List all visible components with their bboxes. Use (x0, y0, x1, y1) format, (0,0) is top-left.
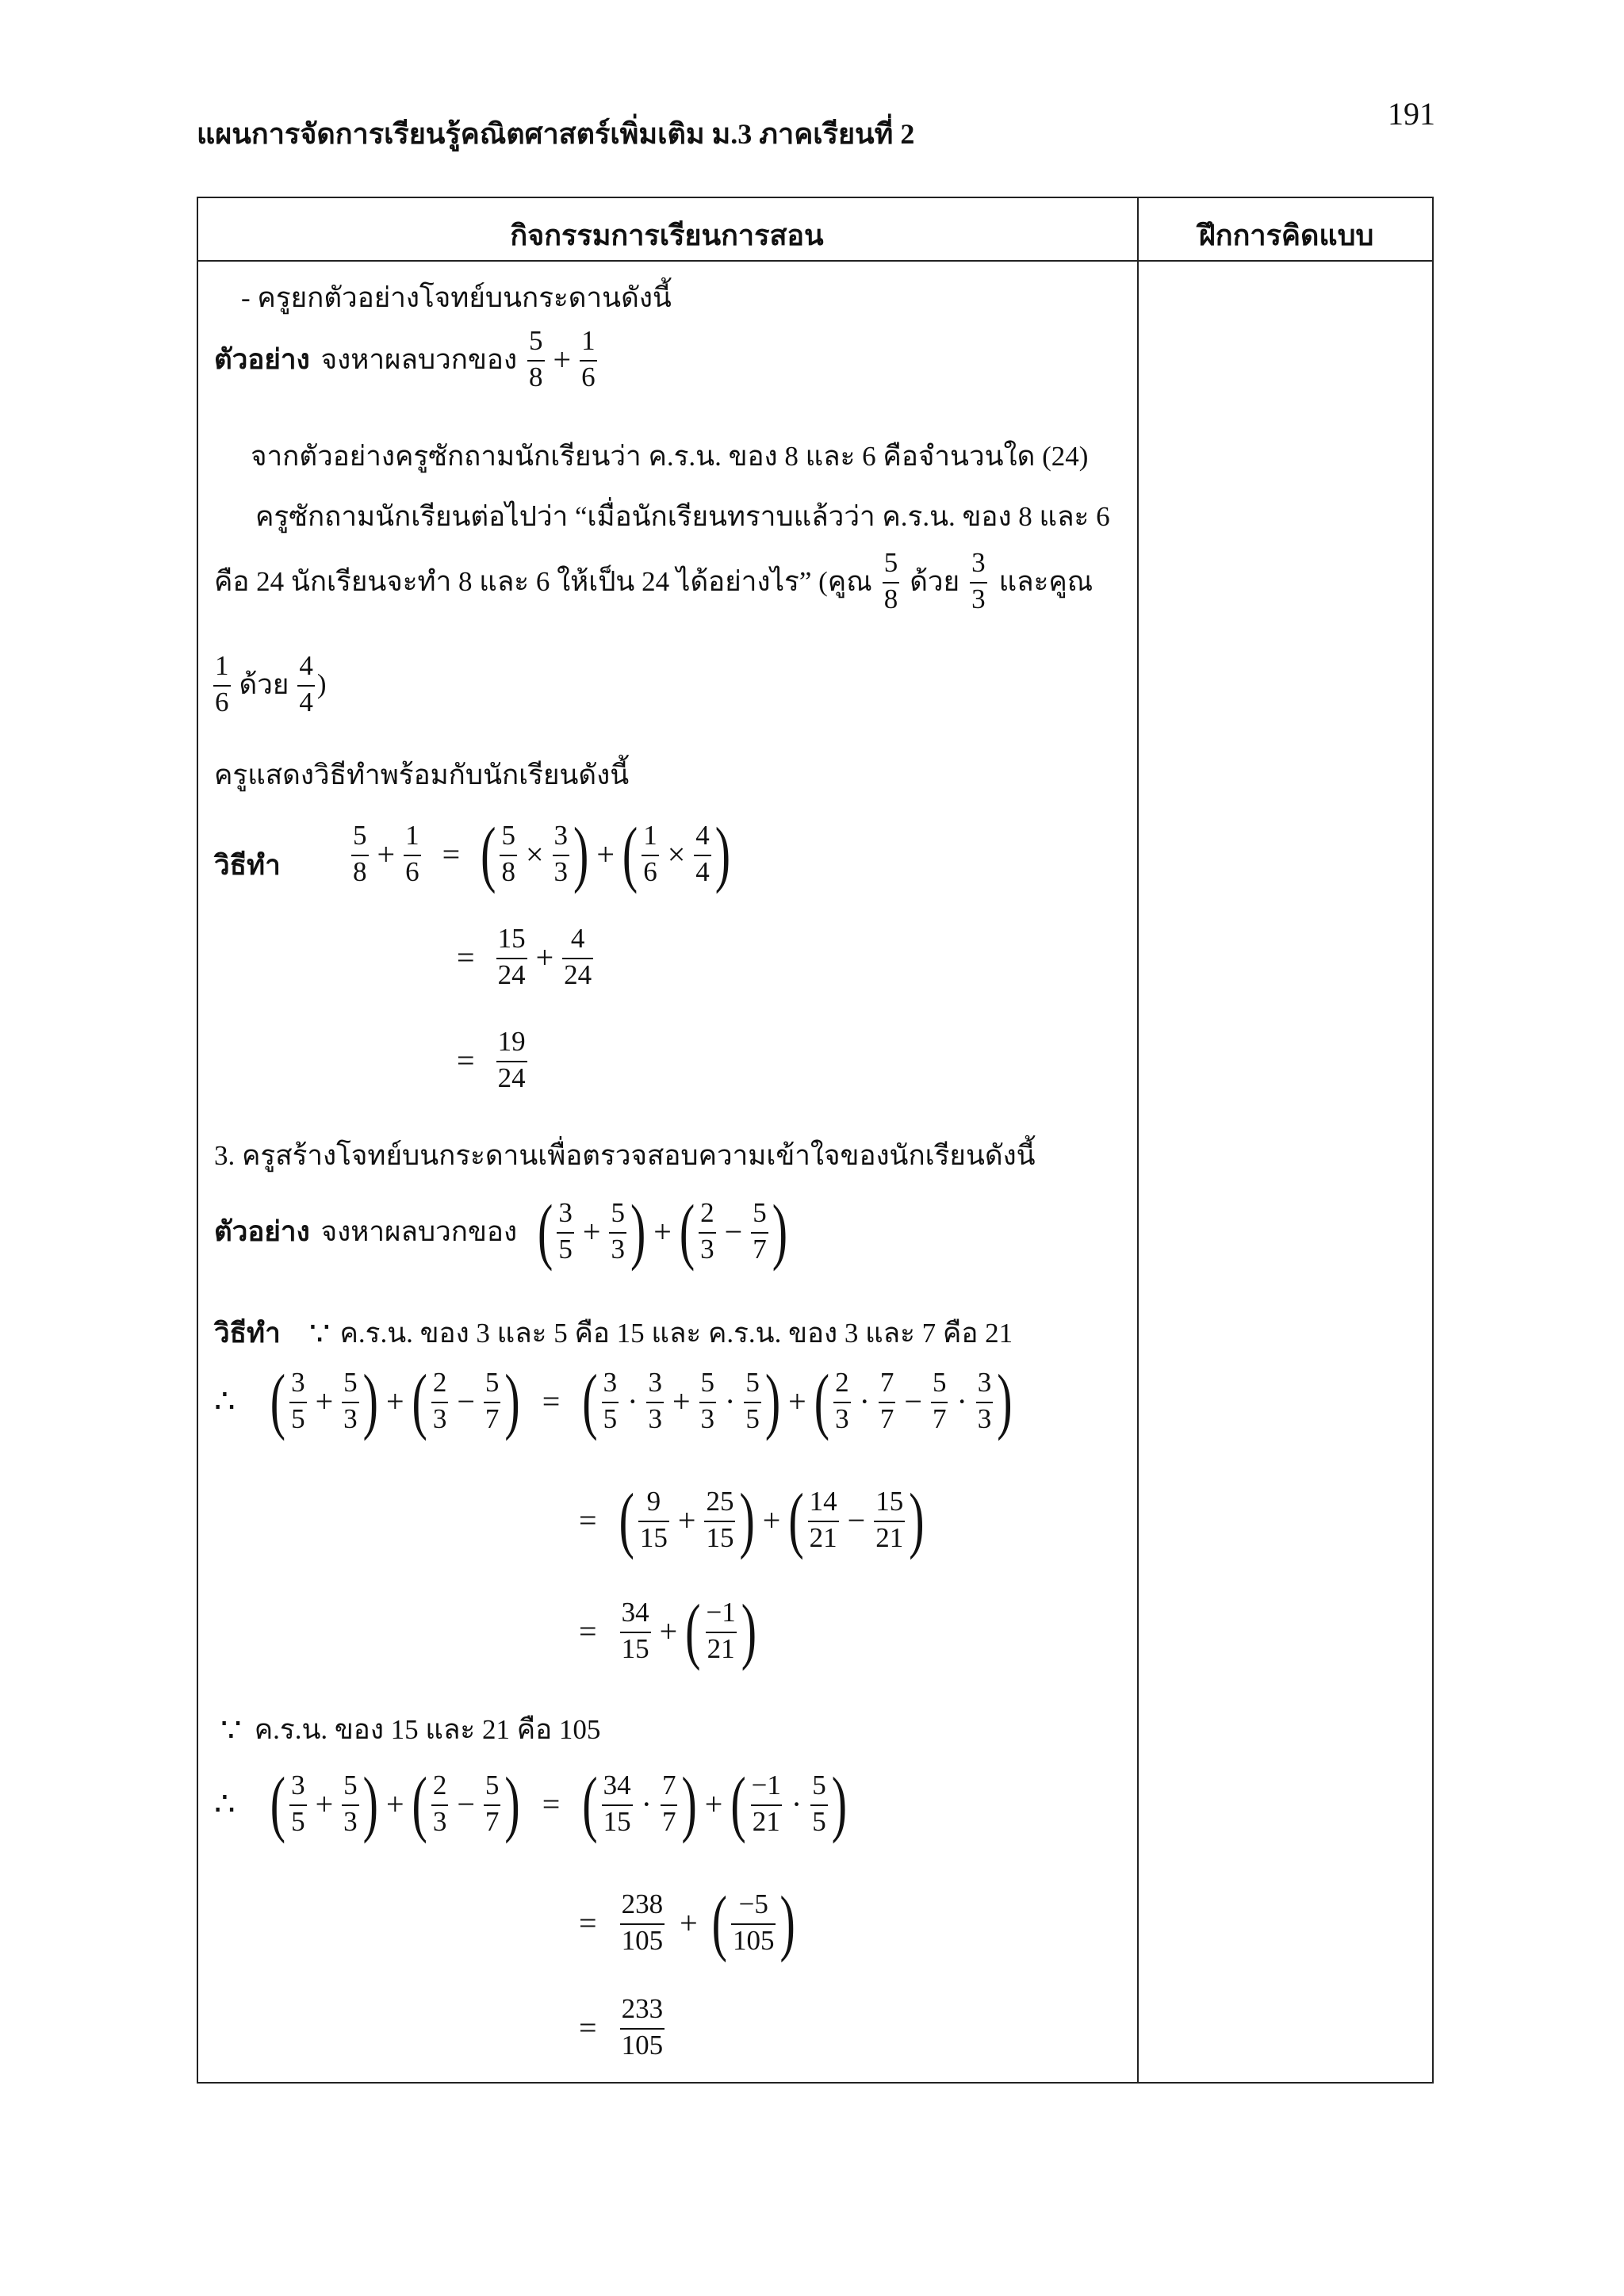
denominator: 7 (879, 1403, 894, 1434)
fraction (808, 1770, 830, 1838)
math-operator: = (579, 2009, 597, 2045)
denominator: 15 (639, 1522, 668, 1553)
numerator: 15 (875, 1486, 904, 1517)
denominator: 4 (299, 687, 313, 718)
right-paren: ) (831, 1762, 848, 1845)
fraction (295, 650, 317, 718)
fraction (599, 1770, 635, 1838)
numerator: 7 (661, 1770, 676, 1800)
fraction (702, 1486, 737, 1554)
numerator: 5 (343, 1770, 358, 1800)
numerator: 3 (291, 1367, 305, 1398)
fraction (429, 1770, 451, 1838)
denominator: 5 (745, 1403, 760, 1434)
fraction (560, 923, 596, 991)
fraction (494, 1026, 530, 1094)
numerator: 34 (621, 1597, 649, 1628)
math-operator: + (385, 1785, 404, 1822)
denominator: 3 (343, 1806, 358, 1837)
numerator: 15 (497, 923, 526, 954)
math-operator: × (667, 836, 686, 872)
left-paren: ( (711, 1881, 727, 1964)
math-operator: = (579, 1613, 597, 1649)
denominator: 3 (553, 856, 569, 887)
fraction (729, 1888, 779, 1957)
solution-2-step-4: ∴ ( $\frac{3}{5}$ + $\frac{5}{3}$ ) + ( $\frac{2}{3}$ − $\frac{5}{7}$ ) = ( $\frac{34}{15}$ · $\frac{7}{7}$ ) + ( $\frac{-1}{21}$ · $\frac{5}{5}$ ) (214, 1762, 848, 1845)
column-divider (1137, 197, 1139, 2084)
solution-1-step-1 (349, 812, 732, 895)
numerator: 2 (432, 1367, 447, 1398)
solution-2-lcm-line: วิธีทำ ∵ ค.ร.น. ของ 3 และ 5 คือ 15 และ ค.ร.น. ของ 3 และ 7 คือ 21 (214, 1315, 1013, 1353)
fraction (429, 1367, 451, 1435)
math-operator: − (724, 1213, 743, 1249)
numerator: 5 (745, 1367, 760, 1398)
math-operator: = (579, 1502, 597, 1538)
right-paren: ) (630, 1189, 646, 1272)
left-paren: ( (619, 1478, 634, 1561)
left-paren: ( (270, 1762, 286, 1845)
denominator: 21 (707, 1633, 735, 1664)
fraction (211, 650, 233, 718)
fraction (525, 325, 547, 393)
fraction (401, 820, 423, 888)
numerator: 1 (643, 820, 657, 851)
fraction (481, 1770, 504, 1838)
fraction (577, 325, 599, 393)
fraction (748, 1770, 785, 1838)
fraction (639, 820, 661, 888)
left-paren: ( (685, 1589, 701, 1672)
denominator: 3 (700, 1403, 715, 1434)
math-operator: + (672, 1383, 691, 1419)
denominator: 15 (603, 1806, 631, 1837)
solution-2-step-3 (579, 1589, 758, 1672)
solution-1-step-2 (457, 923, 596, 991)
fraction (287, 1367, 309, 1435)
math-operator: · (859, 1383, 870, 1419)
denominator: 3 (343, 1403, 358, 1434)
denominator: 15 (621, 1633, 649, 1664)
fraction (741, 1367, 764, 1435)
math-operator: + (762, 1502, 781, 1538)
numerator: 19 (497, 1026, 526, 1057)
column-header-practice: ฝึกการคิดแบบ (1198, 220, 1374, 251)
denominator: 6 (405, 856, 419, 887)
numerator: 25 (706, 1486, 734, 1517)
denominator: 3 (835, 1403, 849, 1434)
numerator: 2 (700, 1197, 714, 1228)
math-operator: = (542, 1383, 561, 1419)
left-paren: ( (788, 1478, 804, 1561)
numerator: 3 (291, 1770, 305, 1800)
fraction (349, 820, 371, 888)
numerator: 5 (812, 1770, 826, 1800)
left-paren: ( (582, 1762, 598, 1845)
right-paren: ) (504, 1762, 520, 1845)
denominator: 21 (875, 1522, 904, 1553)
fraction (339, 1367, 362, 1435)
denominator: 24 (497, 1062, 526, 1093)
solution-label: วิธีทำ (214, 850, 281, 881)
example-2: ตัวอย่าง จงหาผลบวกของ ( $\frac{3}{5}$ + $\frac{5}{3}$ ) + ( $\frac{2}{3}$ − $\frac{5}{7}$ ) (214, 1189, 788, 1272)
question-line-3: คือ 24 นักเรียนจะทำ 8 และ 6 ให้เป็น 24 ได้อย่างไร” (คูณ $\frac{5}{8}$ ด้วย $\frac{3}{3}$ และคูณ (214, 547, 1094, 614)
right-paren: ) (779, 1881, 795, 1964)
numerator: 1 (581, 325, 596, 356)
show-method-line: ครูแสดงวิธีทำพร้อมกับนักเรียนดังนี้ (214, 760, 630, 790)
numerator: 5 (501, 820, 515, 851)
denominator: 7 (485, 1806, 500, 1837)
numerator: 5 (485, 1770, 500, 1800)
fraction (607, 1197, 629, 1265)
denominator: 7 (661, 1806, 676, 1837)
fraction (644, 1367, 666, 1435)
numerator: 2 (835, 1367, 849, 1398)
fraction (871, 1486, 907, 1554)
denominator: 105 (621, 2030, 664, 2061)
denominator: 7 (753, 1234, 767, 1265)
numerator: 5 (485, 1367, 500, 1398)
denominator: 8 (529, 362, 543, 392)
intro-line: - ครูยกตัวอย่างโจทย์บนกระดานดังนี้ (241, 282, 672, 313)
denominator: 3 (700, 1234, 714, 1265)
math-operator: = (542, 1785, 561, 1822)
denominator: 3 (432, 1403, 447, 1434)
fraction (967, 547, 990, 615)
math-operator: + (596, 836, 615, 872)
denominator: 24 (497, 959, 526, 990)
math-operator: · (627, 1383, 638, 1419)
numerator: 14 (809, 1486, 837, 1517)
solution-2-step-6 (579, 1993, 667, 2061)
right-paren: ) (909, 1478, 925, 1561)
right-paren: ) (764, 1359, 781, 1442)
fraction (876, 1367, 898, 1435)
right-paren: ) (573, 812, 589, 895)
math-operator: = (457, 1042, 475, 1078)
denominator: 7 (485, 1403, 500, 1434)
fraction (497, 820, 519, 888)
denominator: 5 (291, 1806, 305, 1837)
fraction (636, 1486, 672, 1554)
left-paren: ( (412, 1762, 427, 1845)
right-paren: ) (681, 1762, 697, 1845)
page-number: 191 (1388, 96, 1435, 132)
left-paren: ( (679, 1189, 695, 1272)
numerator: 5 (611, 1197, 625, 1228)
right-paren: ) (997, 1359, 1013, 1442)
denominator: 6 (215, 687, 229, 718)
denominator: 8 (353, 856, 367, 887)
denominator: 5 (558, 1234, 573, 1265)
denominator: 3 (611, 1234, 625, 1265)
math-operator: + (680, 1904, 698, 1941)
fraction (880, 547, 902, 615)
fraction (481, 1367, 504, 1435)
denominator: 105 (732, 1925, 775, 1956)
denominator: 5 (812, 1806, 826, 1837)
lcm-105-line: ∵ ค.ร.น. ของ 15 และ 21 คือ 105 (220, 1712, 601, 1749)
denominator: 21 (752, 1806, 780, 1837)
numerator: 5 (700, 1367, 715, 1398)
fraction (550, 820, 573, 888)
left-paren: ( (481, 812, 496, 895)
denominator: 3 (648, 1403, 662, 1434)
numerator: 4 (299, 650, 313, 681)
solution-2-step-5 (579, 1881, 797, 1964)
left-paren: ( (270, 1359, 286, 1442)
math-operator: + (553, 341, 572, 377)
denominator: 24 (564, 959, 592, 990)
left-paren: ( (730, 1762, 746, 1845)
numerator: 3 (553, 820, 569, 851)
denominator: 3 (432, 1806, 447, 1837)
numerator: −1 (751, 1770, 781, 1800)
denominator: 8 (501, 856, 515, 887)
header-title: แผนการจัดการเรียนรู้คณิตศาสตร์เพิ่มเติม ม.3 ภาคเรียนที่ 2 (197, 118, 915, 150)
right-paren: ) (772, 1189, 788, 1272)
fraction (618, 1597, 653, 1665)
denominator: 6 (581, 362, 596, 392)
numerator: 5 (529, 325, 543, 356)
denominator: 105 (621, 1925, 664, 1956)
numerator: 4 (570, 923, 585, 954)
header-divider (197, 260, 1434, 262)
fraction (749, 1197, 771, 1265)
math-operator: − (904, 1383, 922, 1419)
numerator: 5 (353, 820, 367, 851)
numerator: 2 (432, 1770, 447, 1800)
solution-2-step-1: ∴ ( $\frac{3}{5}$ + $\frac{5}{3}$ ) + ( $\frac{2}{3}$ − $\frac{5}{7}$ ) = ( $\frac{3}{5}$ · $\frac{3}{3}$ + $\frac{5}{3}$ · $\frac{5}{5}$ ) + ( $\frac{2}{3}$ · $\frac{7}{7}$ − $\frac{5}{7}$ · $\frac{3}{3}$ ) (214, 1359, 1013, 1442)
denominator: 8 (883, 584, 898, 614)
math-operator: + (704, 1785, 723, 1822)
denominator: 15 (706, 1522, 734, 1553)
numerator: 5 (343, 1367, 358, 1398)
column-header-activity: กิจกรรมการเรียนการสอน (510, 220, 824, 251)
math-operator: − (457, 1383, 475, 1419)
math-operator: + (377, 836, 396, 872)
math-operator: · (641, 1785, 652, 1822)
denominator: 3 (977, 1403, 992, 1434)
numerator: 34 (603, 1770, 631, 1800)
fraction (697, 1367, 719, 1435)
math-operator: · (791, 1785, 802, 1822)
math-operator: · (956, 1383, 967, 1419)
fraction (339, 1770, 362, 1838)
fraction (974, 1367, 996, 1435)
numerator: 1 (405, 820, 419, 851)
math-operator: + (315, 1383, 334, 1419)
fraction (702, 1597, 739, 1665)
left-paren: ( (412, 1359, 427, 1442)
numerator: 5 (883, 547, 898, 578)
right-paren: ) (741, 1589, 757, 1672)
example-label: ตัวอย่าง (214, 343, 310, 375)
right-paren: ) (739, 1478, 755, 1561)
math-operator: − (847, 1502, 866, 1538)
denominator: 5 (603, 1403, 618, 1434)
example-text: จงหาผลบวกของ (320, 343, 518, 375)
fraction (806, 1486, 841, 1554)
math-operator: + (385, 1383, 404, 1419)
left-paren: ( (538, 1189, 553, 1272)
numerator: −1 (706, 1597, 736, 1628)
right-paren: ) (362, 1359, 378, 1442)
numerator: 9 (646, 1486, 661, 1517)
math-operator: + (582, 1213, 601, 1249)
numerator: 3 (977, 1367, 992, 1398)
fraction (554, 1197, 576, 1265)
fraction (618, 1993, 668, 2061)
example-1 (214, 325, 599, 393)
left-paren: ( (582, 1359, 598, 1442)
math-operator: = (579, 1904, 597, 1941)
math-operator: + (788, 1383, 806, 1419)
math-operator: × (525, 836, 544, 872)
math-operator: = (457, 939, 475, 975)
question-line-2: ครูซักถามนักเรียนต่อไปว่า “เมื่อนักเรียนทราบแล้วว่า ค.ร.น. ของ 8 และ 6 (255, 501, 1110, 532)
math-operator: · (725, 1383, 736, 1419)
fraction (618, 1888, 668, 1957)
fraction (287, 1770, 309, 1838)
numerator: 4 (695, 820, 710, 851)
numerator: 233 (621, 1993, 664, 2024)
numerator: 7 (879, 1367, 894, 1398)
numerator: 3 (558, 1197, 573, 1228)
denominator: 5 (291, 1403, 305, 1434)
denominator: 6 (643, 856, 657, 887)
fraction (494, 923, 530, 991)
numerator: 3 (971, 547, 986, 578)
question-line-1: จากตัวอย่างครูซักถามนักเรียนว่า ค.ร.น. ของ 8 และ 6 คือจำนวนใด (24) (251, 441, 1089, 472)
right-paren: ) (714, 812, 731, 895)
numerator: 5 (753, 1197, 767, 1228)
denominator: 21 (809, 1522, 837, 1553)
left-paren: ( (622, 812, 638, 895)
solution-2-step-2 (579, 1478, 926, 1561)
numerator: 1 (215, 650, 229, 681)
right-paren: ) (504, 1359, 520, 1442)
fraction (691, 820, 714, 888)
fraction (696, 1197, 718, 1265)
math-operator: + (677, 1502, 696, 1538)
fraction (599, 1367, 622, 1435)
numerator: 3 (603, 1367, 618, 1398)
numerator: 3 (648, 1367, 662, 1398)
fraction (831, 1367, 853, 1435)
math-operator: = (442, 836, 461, 872)
math-operator: + (659, 1613, 678, 1649)
denominator: 4 (695, 856, 710, 887)
fraction (929, 1367, 951, 1435)
numerator: 5 (932, 1367, 947, 1398)
math-operator: + (535, 939, 554, 975)
solution-1-step-3 (457, 1026, 530, 1094)
numerator: −5 (738, 1888, 768, 1919)
fraction (658, 1770, 680, 1838)
denominator: 3 (971, 584, 986, 614)
question-line-4: $\frac{1}{6}$ ด้วย $\frac{4}{4}$ ) (211, 650, 327, 718)
math-operator: + (653, 1213, 672, 1249)
right-paren: ) (362, 1762, 378, 1845)
math-operator: + (315, 1785, 334, 1822)
left-paren: ( (814, 1359, 830, 1442)
numerator: 238 (621, 1888, 664, 1919)
check-understanding-line: 3. ครูสร้างโจทย์บนกระดานเพื่อตรวจสอบความเข้าใจของนักเรียนดังนี้ (214, 1140, 1036, 1171)
math-operator: − (457, 1785, 475, 1822)
denominator: 7 (932, 1403, 947, 1434)
